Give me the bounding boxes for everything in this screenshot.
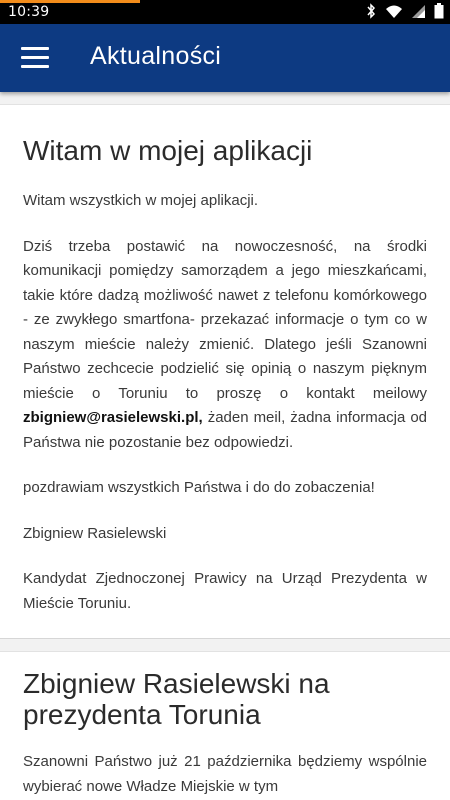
status-bar xyxy=(0,0,450,24)
news-paragraph: Szanowni Państwo już 21 października będziemy wspólnie wybierać nowe Władze Miejskie w tym xyxy=(23,753,427,795)
page-title: Aktualności xyxy=(90,42,222,70)
news-card[interactable] xyxy=(0,104,450,639)
news-text: żaden meil, żadna informacja od Państwa nie pozostanie bez odpowiedzi. xyxy=(23,409,427,451)
battery-icon xyxy=(434,3,444,19)
news-paragraph: pozdrawiam wszystkich Państwa i do do zobaczenia! xyxy=(23,479,375,496)
status-time: 10:39 xyxy=(8,4,50,20)
news-card[interactable] xyxy=(0,651,450,800)
news-feed[interactable] xyxy=(0,92,450,800)
signal-icon xyxy=(411,4,426,19)
news-text: Dziś trzeba postawić na nowoczesność, na środki komunikacji pomiędzy samorządem a jego mieszkańcami, takie które dadzą możliwość nawet z telefonu komórkowego - ze zwykłego smartfona- przekazać informacje o tym co w naszym mieście należy zmienić. Dlatego jeśli Szanowni Państwo zechcecie podzielić się opinią o naszym pięknym mieście o Toruniu to proszę o kontakt meilowy xyxy=(23,237,427,402)
app-bar xyxy=(0,24,450,92)
news-paragraph: Zbigniew Rasielewski xyxy=(23,524,167,542)
hamburger-menu-icon[interactable] xyxy=(12,34,58,80)
loading-progress-bar xyxy=(0,0,140,3)
bluetooth-icon xyxy=(365,3,377,19)
status-icons xyxy=(365,3,444,19)
news-paragraph: Kandydat Zjednoczonej Prawicy na Urząd Prezydenta w Mieście Toruniu. xyxy=(23,570,427,612)
news-paragraph: Witam wszystkich w mojej aplikacji. xyxy=(23,192,259,209)
news-paragraph xyxy=(23,235,427,456)
news-card-title: Witam w mojej aplikacji xyxy=(23,135,313,166)
email-link[interactable]: zbigniew@rasielewski.pl, xyxy=(23,409,203,426)
news-card-title: Zbigniew Rasielewski na prezydenta Torunia xyxy=(23,668,330,730)
wifi-icon xyxy=(385,3,403,19)
